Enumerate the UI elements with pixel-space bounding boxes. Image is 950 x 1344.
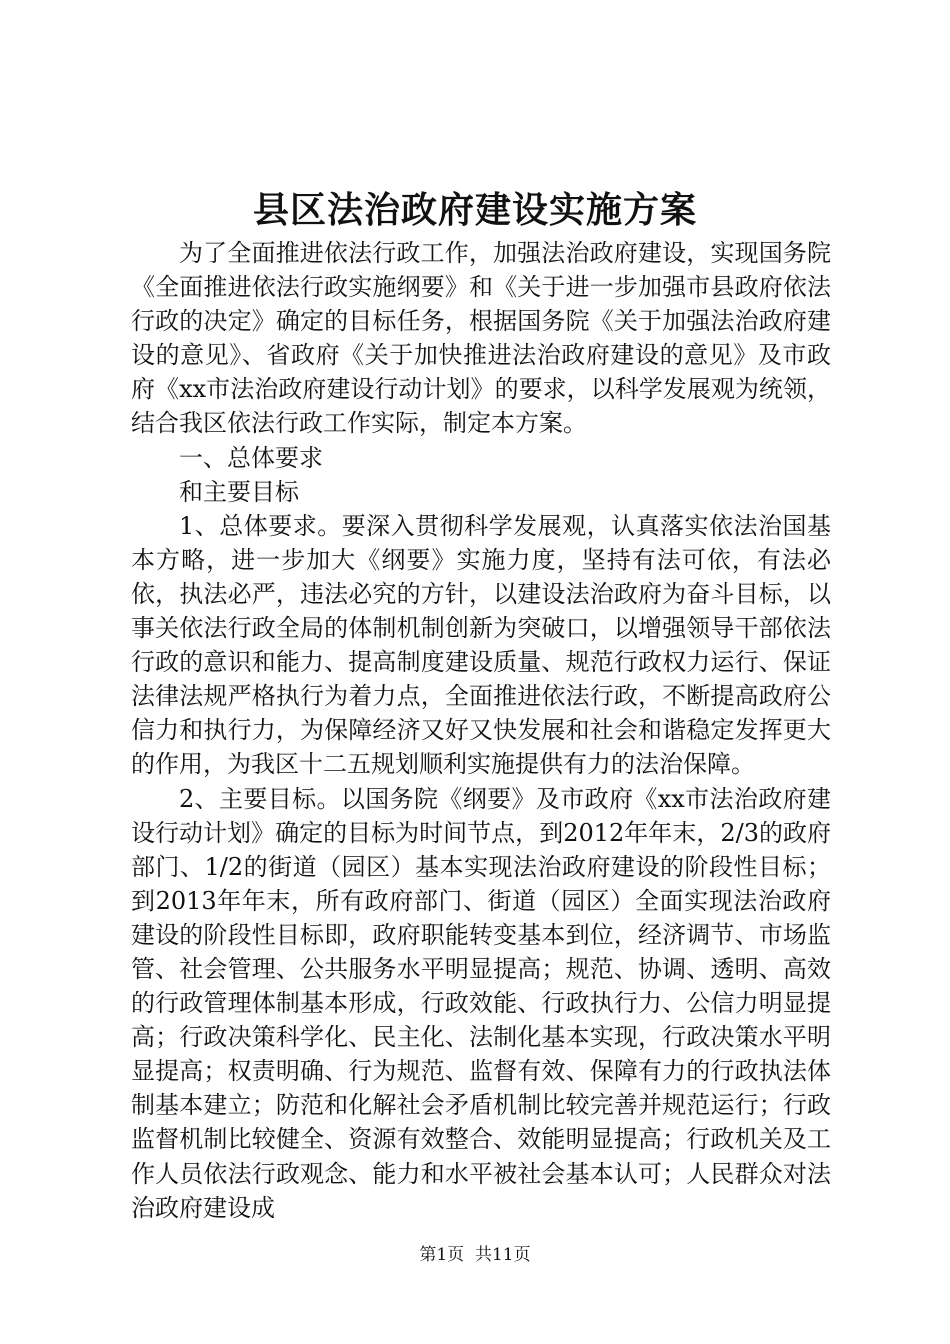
paragraph-overall-requirements: 1、总体要求。要深入贯彻科学发展观，认真落实依法治国基本方略，进一步加大《纲要》实施力度，坚持有法可依，有法必依，执法必严，违法必究的方针，以建设法治政府为奋斗目标，以事关依法行政全局的体制机制创新为突破口，以增强领导干部依法行政的意识和能力、提高制度建设质量、规范行政权力运行、保证法律法规严格执行为着力点，全面推进依法行政，不断提高政府公信力和执行力，为保障经济又好又快发展和社会和谐稳定发挥更大的作用，为我区十二五规划顺利实施提供有力的法治保障。: [131, 511, 831, 779]
section-heading: 一、总体要求: [179, 443, 323, 472]
section-heading-continued: 和主要目标: [179, 477, 299, 506]
paragraph-intro: 为了全面推进依法行政工作，加强法治政府建设，实现国务院《全面推进依法行政实施纲要》和《关于进一步加强市县政府依法行政的决定》确定的目标任务，根据国务院《关于加强法治政府建设的意见》、省政府《关于加快推进法治政府建设的意见》及市政府《xx市法治政府建设行动计划》的要求，以科学发展观为统领，结合我区依法行政工作实际，制定本方案。: [131, 239, 831, 438]
page-footer: 第1页 共11页: [419, 1245, 531, 1265]
paragraph-main-goals: 2、主要目标。以国务院《纲要》及市政府《xx市法治政府建设行动计划》确定的目标为时间节点，到2012年年末，2/3的政府部门、1/2的街道（园区）基本实现法治政府建设的阶段性目标；到2013年年末，所有政府部门、街道（园区）全面实现法治政府建设的阶段性目标即，政府职能转变基本到位，经济调节、市场监管、社会管理、公共服务水平明显提高；规范、协调、透明、高效的行政管理体制基本形成，行政效能、行政执行力、公信力明显提高；行政决策科学化、民主化、法制化基本实现，行政决策水平明显提高；权责明确、行为规范、监督有效、保障有力的行政执法体制基本建立；防范和化解社会矛盾机制比较完善并规范运行；行政监督机制比较健全、资源有效整合、效能明显提高；行政机关及工作人员依法行政观念、能力和水平被社会基本认可；人民群众对法治政府建设成: [131, 784, 831, 1222]
document-title: 县区法治政府建设实施方案: [252, 189, 697, 231]
document-body: [131, 236, 831, 1225]
